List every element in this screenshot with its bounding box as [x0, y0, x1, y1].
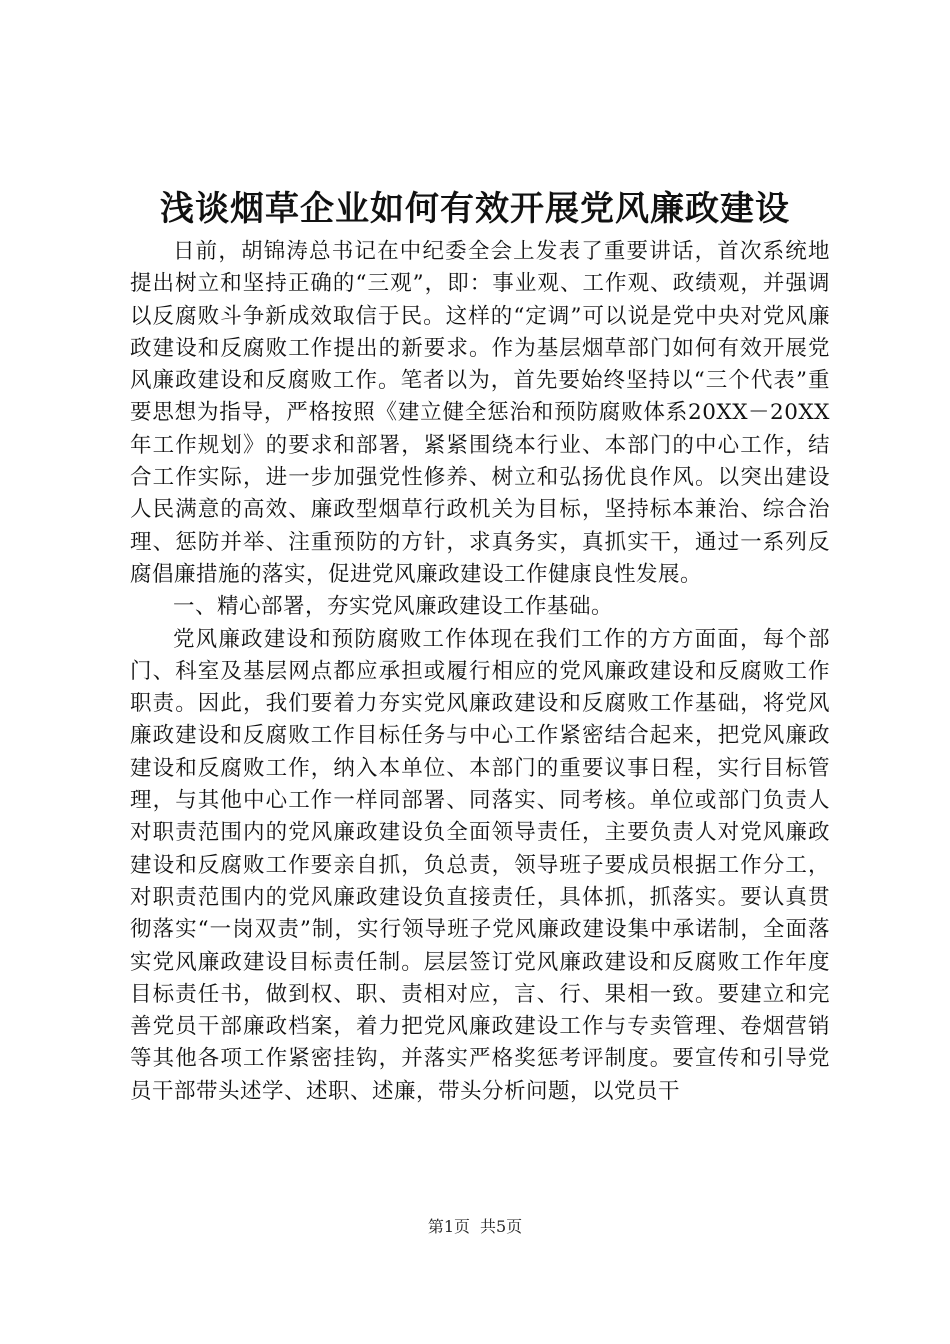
page-number: 第1页	[427, 1217, 470, 1236]
paragraph-section-one: 党风廉政建设和预防腐败工作体现在我们工作的方方面面，每个部门、科室及基层网点都应承担或履行相应的党风廉政建设和反腐败工作职责。因此，我们要着力夯实党风廉政建设和反腐败工作基础，将党风廉政建设和反腐败工作目标任务与中心工作紧密结合起来，把党风廉政建设和反腐败工作，纳入本单位、本部门的重要议事日程，实行目标管理，与其他中心工作一样同部署、同落实、同考核。单位或部门负责人对职责范围内的党风廉政建设负全面领导责任，主要负责人对党风廉政建设和反腐败工作要亲自抓，负总责，领导班子要成员根据工作分工，对职责范围内的党风廉政建设负直接责任，具体抓，抓落实。要认真贯彻落实“一岗双责”制，实行领导班子党风廉政建设集中承诺制，全面落实党风廉政建设目标责任制。层层签订党风廉政建设和反腐败工作年度目标责任书，做到权、职、责相对应，言、行、果相一致。要建立和完善党员干部廉政档案，着力把党风廉政建设工作与专卖管理、卷烟营销等其他各项工作紧密挂钩，并落实严格奖惩考评制度。要宣传和引导党员干部带头述学、述职、述廉，带头分析问题，以党员干	[130, 626, 830, 1104]
document-title: 浅谈烟草企业如何有效开展党风廉政建设	[160, 189, 790, 229]
page-total: 共5页	[480, 1217, 523, 1236]
paragraph-intro: 日前，胡锦涛总书记在中纪委全会上发表了重要讲话，首次系统地提出树立和坚持正确的“三观”，即：事业观、工作观、政绩观，并强调以反腐败斗争新成效取信于民。这样的“定调”可以说是党中央对党风廉政建设和反腐败工作提出的新要求。作为基层烟草部门如何有效开展党风廉政建设和反腐败工作。笔者以为，首先要始终坚持以“三个代表”重要思想为指导，严格按照《建立健全惩治和预防腐败体系20XX－20XX年工作规划》的要求和部署，紧紧围绕本行业、本部门的中心工作，结合工作实际，进一步加强党性修养、树立和弘扬优良作风。以突出建设人民满意的高效、廉政型烟草行政机关为目标，坚持标本兼治、综合治理、惩防并举、注重预防的方针，求真务实，真抓实干，通过一系列反腐倡廉措施的落实，促进党风廉政建设工作健康良性发展。	[130, 239, 830, 587]
page-footer	[0, 1216, 950, 1238]
section-heading: 一、精心部署，夯实党风廉政建设工作基础。	[173, 594, 614, 620]
document-body	[130, 236, 830, 1108]
